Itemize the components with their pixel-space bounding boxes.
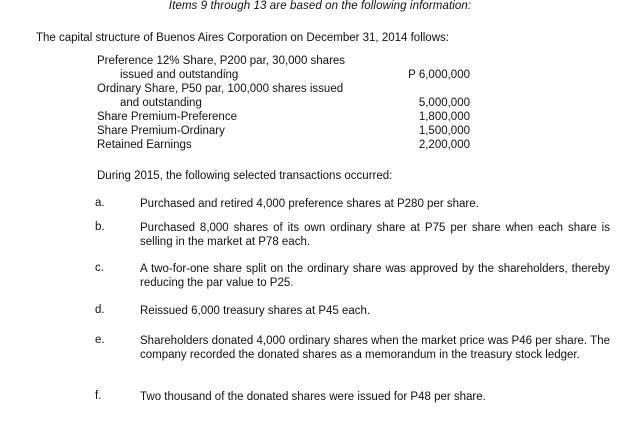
capital-item-amount: 1,500,000 [418,125,470,137]
capital-item-label: Share Premium-Ordinary [97,125,225,137]
capital-item-amount: 2,200,000 [418,139,470,151]
transaction-text: Shareholders donated 4,000 ordinary shares when the market price was P46 per share. The company recorded the donated shares as a memorandum in the treasury stock ledger. [140,335,610,361]
capital-item-label: Preference 12% Share, P200 par, 30,000 shares [97,55,346,67]
capital-item-amount: P 6,000,000 [408,69,470,81]
transaction-text: Two thousand of the donated shares were issued for P48 per share. [140,391,486,403]
transaction-letter: e. [95,334,105,346]
transaction-text: Purchased and retired 4,000 preference shares at P280 per share. [140,198,479,210]
transaction-text: Purchased 8,000 shares of its own ordinary share at P75 per share when each share is selling in the market at P78 each. [140,222,610,248]
capital-item-label-cont: issued and outstanding [120,69,239,81]
intro-text: The capital structure of Buenos Aires Corporation on December 31, 2014 follows: [36,32,449,44]
capital-item-label: Share Premium-Preference [97,111,237,123]
transaction-letter: d. [95,304,105,316]
transaction-text: Reissued 6,000 treasury shares at P45 each. [140,305,371,317]
capital-item-label: Ordinary Share, P50 par, 100,000 shares issued [97,83,344,95]
transaction-letter: f. [95,390,102,402]
transaction-text: A two-for-one share split on the ordinary share was approved by the shareholders, thereby reducing the par value to P25. [140,263,610,289]
capital-item-label-cont: and outstanding [120,97,202,109]
capital-row [97,83,470,111]
transactions-intro: During 2015, the following selected transactions occurred: [97,170,393,182]
capital-item-label: Retained Earnings [97,139,192,151]
transaction-letter: a. [95,197,105,209]
capital-row [97,55,470,83]
capital-item-amount: 5,000,000 [418,97,470,109]
capital-row [97,111,470,125]
capital-row [97,139,470,153]
transaction-letter: b. [95,221,105,233]
transaction-letter: c. [95,262,104,274]
capital-item-amount: 1,800,000 [418,111,470,123]
capital-row [97,125,470,139]
header-note: Items 9 through 13 are based on the following information: [168,0,472,12]
